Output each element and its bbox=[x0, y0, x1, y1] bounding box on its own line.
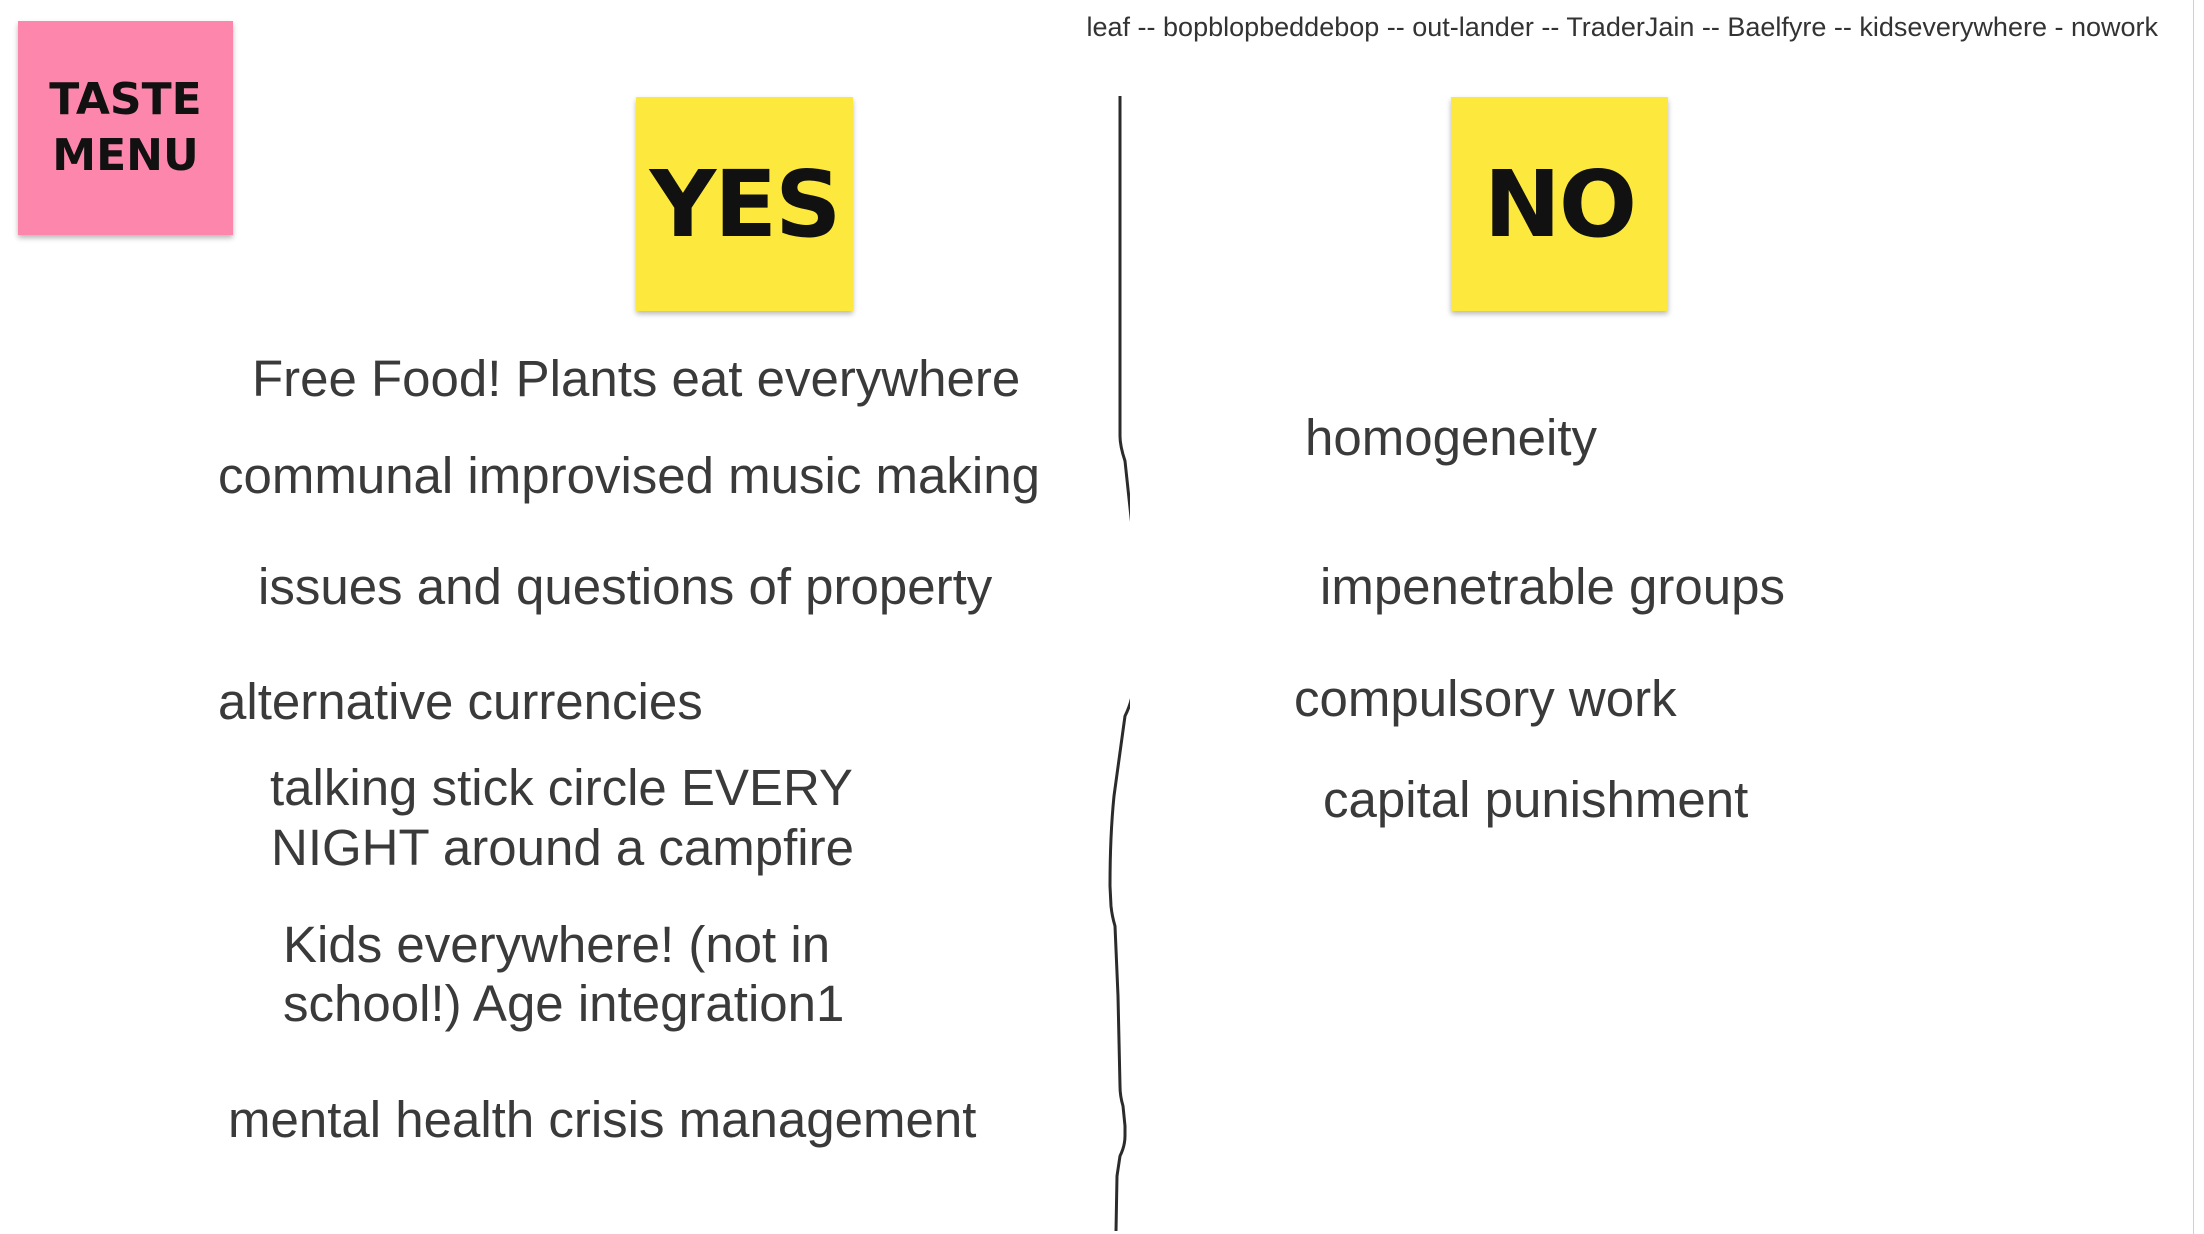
yes-item-currencies[interactable]: alternative currencies bbox=[218, 673, 703, 730]
no-sticky-note[interactable] bbox=[1451, 97, 1668, 311]
yes-item-property[interactable]: issues and questions of property bbox=[258, 558, 993, 615]
yes-item-talking-stick-line-2: NIGHT around a campfire bbox=[271, 819, 854, 876]
yes-item-free-food[interactable]: Free Food! Plants eat everywhere bbox=[252, 350, 1021, 407]
yes-label: YES bbox=[649, 150, 840, 258]
yes-sticky-note[interactable] bbox=[636, 97, 853, 311]
taste-menu-line-2: MENU bbox=[52, 130, 199, 181]
no-item-capital-punishment[interactable]: capital punishment bbox=[1323, 771, 1749, 828]
no-item-compulsory-work[interactable]: compulsory work bbox=[1294, 670, 1677, 727]
no-item-homogeneity[interactable]: homogeneity bbox=[1305, 409, 1598, 466]
taste-menu-label bbox=[49, 72, 201, 184]
yes-item-mental-health[interactable]: mental health crisis management bbox=[228, 1091, 977, 1148]
yes-item-kids-line-2: school!) Age integration1 bbox=[283, 975, 845, 1032]
canvas-edge bbox=[2193, 0, 2194, 1234]
no-item-impenetrable-groups[interactable]: impenetrable groups bbox=[1320, 558, 1785, 615]
yes-item-music-making[interactable]: communal improvised music making bbox=[218, 447, 1040, 504]
yes-item-kids-line-1: Kids everywhere! (not in bbox=[283, 916, 831, 973]
taste-menu-sticky-note[interactable] bbox=[18, 21, 233, 235]
taste-menu-line-1: TASTE bbox=[49, 74, 202, 125]
hand-drawn-divider-line[interactable] bbox=[1090, 96, 1130, 1231]
credits-text[interactable]: leaf -- bopblopbeddebop -- out-lander -- TraderJain -- Baelfyre -- kidseverywhere - nowork bbox=[1086, 12, 2158, 42]
yes-item-talking-stick-line-1: talking stick circle EVERY bbox=[270, 759, 853, 816]
no-label: NO bbox=[1483, 150, 1636, 258]
